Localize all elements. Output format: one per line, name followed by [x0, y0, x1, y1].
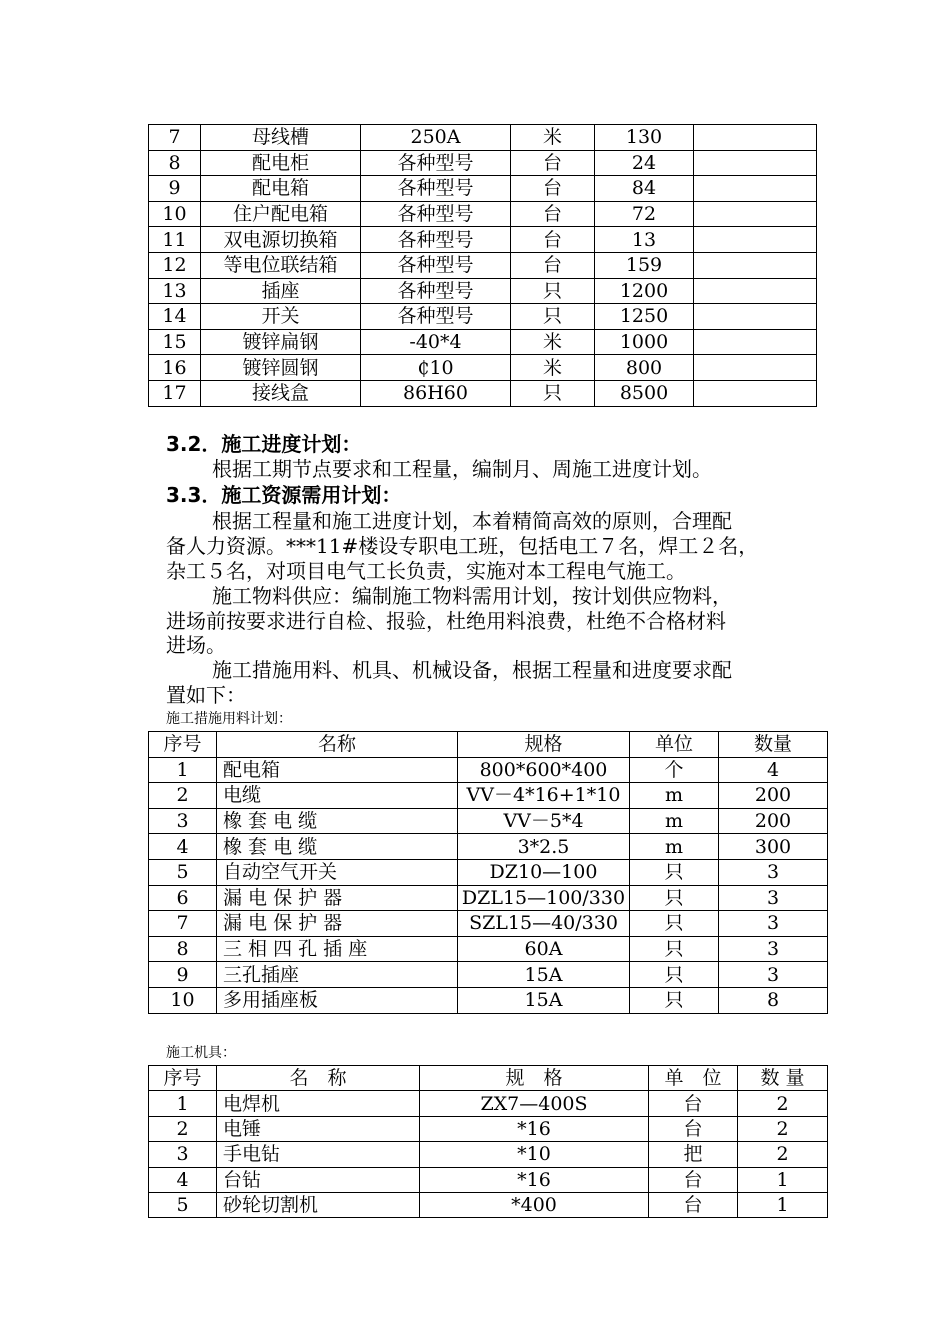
table-cell: 84	[595, 176, 694, 202]
table-cell: 只	[630, 911, 719, 937]
column-header: 名 称	[217, 1066, 420, 1091]
table-cell: 台	[649, 1167, 738, 1192]
paragraph-line: 进场前按要求进行自检、报验，杜绝用料浪费，杜绝不合格材料	[166, 609, 726, 633]
table-cell: 台	[511, 176, 595, 202]
section-3-2-heading: 3.2．施工进度计划：	[166, 432, 362, 456]
table-cell: *16	[420, 1116, 649, 1141]
table-cell: 159	[595, 252, 694, 278]
table-caption: 施工措施用料计划：	[166, 711, 292, 727]
table-cell: 砂轮切割机	[217, 1192, 420, 1217]
table-cell: 16	[149, 355, 201, 381]
table-cell: 6	[149, 885, 217, 911]
table-cell: 等电位联结箱	[201, 252, 361, 278]
table-cell: 住户配电箱	[201, 201, 361, 227]
table-cell	[694, 329, 817, 355]
table-cell: 130	[595, 125, 694, 151]
table-cell: 5	[149, 859, 217, 885]
table-cell: 200	[719, 783, 828, 809]
table-cell: 只	[630, 885, 719, 911]
table-cell: 1	[149, 1091, 217, 1116]
column-header: 单位	[630, 732, 719, 758]
table-row	[149, 885, 828, 911]
table-row	[149, 150, 817, 176]
table-row	[149, 329, 817, 355]
table-cell: 5	[149, 1192, 217, 1217]
table-cell: 15A	[458, 962, 630, 988]
table-cell: m	[630, 808, 719, 834]
table-cell: 母线槽	[201, 125, 361, 151]
paragraph-line: 根据工程量和施工进度计划，本着精简高效的原则，合理配	[212, 509, 732, 533]
column-header: 规格	[458, 732, 630, 758]
table-cell: 2	[149, 783, 217, 809]
table-cell: m	[630, 834, 719, 860]
table-cell: 4	[719, 757, 828, 783]
table-cell: 1	[149, 757, 217, 783]
table-row	[149, 859, 828, 885]
table-cell: *16	[420, 1167, 649, 1192]
table-row	[149, 252, 817, 278]
table-row	[149, 1142, 828, 1167]
column-header: 序号	[149, 1066, 217, 1091]
table-row	[149, 1116, 828, 1141]
paragraph-line: 施工物料供应：编制施工物料需用计划，按计划供应物料，	[212, 584, 732, 608]
table-cell	[694, 125, 817, 151]
table-cell: 只	[630, 936, 719, 962]
table-cell: 1	[738, 1167, 828, 1192]
table-cell: VV－4*16+1*10	[458, 783, 630, 809]
materials-table	[148, 124, 817, 407]
table-cell: 2	[738, 1142, 828, 1167]
table-cell: *10	[420, 1142, 649, 1167]
table-cell	[694, 252, 817, 278]
table-cell: 200	[719, 808, 828, 834]
table-cell: 3	[719, 859, 828, 885]
table-cell: 3	[719, 962, 828, 988]
table-cell: VV－5*4	[458, 808, 630, 834]
table-cell: 10	[149, 987, 217, 1013]
table-cell: ZX7—400S	[420, 1091, 649, 1116]
table-cell: 镀锌圆钢	[201, 355, 361, 381]
table-row	[149, 125, 817, 151]
table-cell: 250A	[361, 125, 511, 151]
table-cell	[694, 355, 817, 381]
table-cell: 台	[511, 150, 595, 176]
table-cell: 13	[595, 227, 694, 253]
table-cell: 各种型号	[361, 304, 511, 330]
table-row	[149, 757, 828, 783]
table-cell: 72	[595, 201, 694, 227]
table-cell	[694, 380, 817, 406]
column-header: 数 量	[738, 1066, 828, 1091]
table-cell: 开关	[201, 304, 361, 330]
column-header: 单 位	[649, 1066, 738, 1091]
table-cell: 台	[649, 1116, 738, 1141]
table-cell: 多用插座板	[217, 987, 458, 1013]
table-cell: 800	[595, 355, 694, 381]
table-row	[149, 911, 828, 937]
table-cell: 漏 电 保 护 器	[217, 911, 458, 937]
table-row	[149, 834, 828, 860]
table-row	[149, 936, 828, 962]
table-cell: 各种型号	[361, 201, 511, 227]
table-cell	[694, 278, 817, 304]
table-cell: 1000	[595, 329, 694, 355]
table-row	[149, 1192, 828, 1217]
table-cell: 三孔插座	[217, 962, 458, 988]
table-cell: 台	[511, 227, 595, 253]
table-cell: 3	[719, 911, 828, 937]
table-cell: 1200	[595, 278, 694, 304]
column-header: 序号	[149, 732, 217, 758]
table-cell: 配电箱	[217, 757, 458, 783]
paragraph-line: 备人力资源。***11#楼设专职电工班，包括电工７名，焊工２名，	[166, 534, 759, 558]
tools-table	[148, 1065, 828, 1218]
table-cell: 三 相 四 孔 插 座	[217, 936, 458, 962]
table-cell: 86H60	[361, 380, 511, 406]
table-cell: SZL15—40/330	[458, 911, 630, 937]
table-cell: 4	[149, 1167, 217, 1192]
table-cell: 镀锌扁钢	[201, 329, 361, 355]
table-cell: ₵10	[361, 355, 511, 381]
table-cell: 1	[738, 1192, 828, 1217]
table-cell: m	[630, 783, 719, 809]
table-cell: -40*4	[361, 329, 511, 355]
table-row	[149, 176, 817, 202]
table-cell: 只	[630, 962, 719, 988]
table-header-row	[149, 732, 828, 758]
table-cell: 各种型号	[361, 150, 511, 176]
table-cell: 只	[511, 278, 595, 304]
measures-materials-table	[148, 731, 828, 1014]
table-cell: 电焊机	[217, 1091, 420, 1116]
paragraph-line: 进场。	[166, 633, 226, 657]
table-cell: 8	[149, 150, 201, 176]
table-cell: 13	[149, 278, 201, 304]
table-cell: *400	[420, 1192, 649, 1217]
column-header: 名称	[217, 732, 458, 758]
table-cell	[694, 304, 817, 330]
table-cell: 只	[511, 380, 595, 406]
table-cell: 台钻	[217, 1167, 420, 1192]
table-caption: 施工机具：	[166, 1045, 236, 1061]
table-cell: 3	[719, 936, 828, 962]
table-cell: 插座	[201, 278, 361, 304]
table-row	[149, 783, 828, 809]
table-cell: 个	[630, 757, 719, 783]
column-header: 规 格	[420, 1066, 649, 1091]
table-cell: 各种型号	[361, 252, 511, 278]
table-cell: 60A	[458, 936, 630, 962]
table-cell: 2	[149, 1116, 217, 1141]
table-cell: DZL15—100/330	[458, 885, 630, 911]
table-cell: 300	[719, 834, 828, 860]
table-cell: 8500	[595, 380, 694, 406]
table-cell: 15A	[458, 987, 630, 1013]
table-cell	[694, 227, 817, 253]
table-cell: 各种型号	[361, 227, 511, 253]
table-row	[149, 962, 828, 988]
table-cell: 7	[149, 125, 201, 151]
table-row	[149, 355, 817, 381]
table-cell: 4	[149, 834, 217, 860]
table-cell: 只	[630, 987, 719, 1013]
table-cell: 米	[511, 355, 595, 381]
table-row	[149, 987, 828, 1013]
table-cell: 8	[149, 936, 217, 962]
table-row	[149, 278, 817, 304]
table-cell: 台	[649, 1091, 738, 1116]
table-cell: 橡 套 电 缆	[217, 834, 458, 860]
table-cell: 14	[149, 304, 201, 330]
table-cell: 2	[738, 1116, 828, 1141]
table-cell: 手电钻	[217, 1142, 420, 1167]
table-cell: 3	[719, 885, 828, 911]
table-row	[149, 201, 817, 227]
table-cell: 12	[149, 252, 201, 278]
table-cell: DZ10—100	[458, 859, 630, 885]
table-cell: 米	[511, 125, 595, 151]
table-cell: 只	[511, 304, 595, 330]
table-cell: 3	[149, 1142, 217, 1167]
table-cell: 8	[719, 987, 828, 1013]
table-cell	[694, 176, 817, 202]
table-cell: 3	[149, 808, 217, 834]
table-cell: 米	[511, 329, 595, 355]
table-cell: 接线盒	[201, 380, 361, 406]
table-cell: 17	[149, 380, 201, 406]
table-cell: 电缆	[217, 783, 458, 809]
table-cell: 双电源切换箱	[201, 227, 361, 253]
table-cell: 配电柜	[201, 150, 361, 176]
table-row	[149, 304, 817, 330]
paragraph-line: 施工措施用料、机具、机械设备，根据工程量和进度要求配	[212, 658, 732, 682]
table-cell: 9	[149, 176, 201, 202]
table-cell: 7	[149, 911, 217, 937]
column-header: 数量	[719, 732, 828, 758]
table-cell: 各种型号	[361, 278, 511, 304]
table-cell: 800*600*400	[458, 757, 630, 783]
table-row	[149, 227, 817, 253]
table-cell: 24	[595, 150, 694, 176]
table-cell: 10	[149, 201, 201, 227]
table-cell: 台	[511, 201, 595, 227]
table-cell: 各种型号	[361, 176, 511, 202]
table-cell: 1250	[595, 304, 694, 330]
table-cell: 9	[149, 962, 217, 988]
table-cell: 电锤	[217, 1116, 420, 1141]
table-cell: 3*2.5	[458, 834, 630, 860]
table-row	[149, 1091, 828, 1116]
table-cell	[694, 150, 817, 176]
section-3-3-heading: 3.3．施工资源需用计划：	[166, 483, 402, 507]
table-cell: 把	[649, 1142, 738, 1167]
table-cell: 漏 电 保 护 器	[217, 885, 458, 911]
table-cell: 配电箱	[201, 176, 361, 202]
table-cell: 自动空气开关	[217, 859, 458, 885]
table-cell: 橡 套 电 缆	[217, 808, 458, 834]
table-cell: 15	[149, 329, 201, 355]
table-cell: 台	[511, 252, 595, 278]
table-row	[149, 380, 817, 406]
table-cell: 2	[738, 1091, 828, 1116]
table-cell	[694, 201, 817, 227]
table-cell: 台	[649, 1192, 738, 1217]
table-header-row	[149, 1066, 828, 1091]
table-row	[149, 808, 828, 834]
paragraph-line: 杂工５名，对项目电气工长负责，实施对本工程电气施工。	[166, 559, 686, 583]
table-cell: 只	[630, 859, 719, 885]
table-row	[149, 1167, 828, 1192]
section-3-2-body: 根据工期节点要求和工程量，编制月、周施工进度计划。	[212, 457, 712, 481]
paragraph-line: 置如下：	[166, 683, 246, 707]
table-cell: 11	[149, 227, 201, 253]
